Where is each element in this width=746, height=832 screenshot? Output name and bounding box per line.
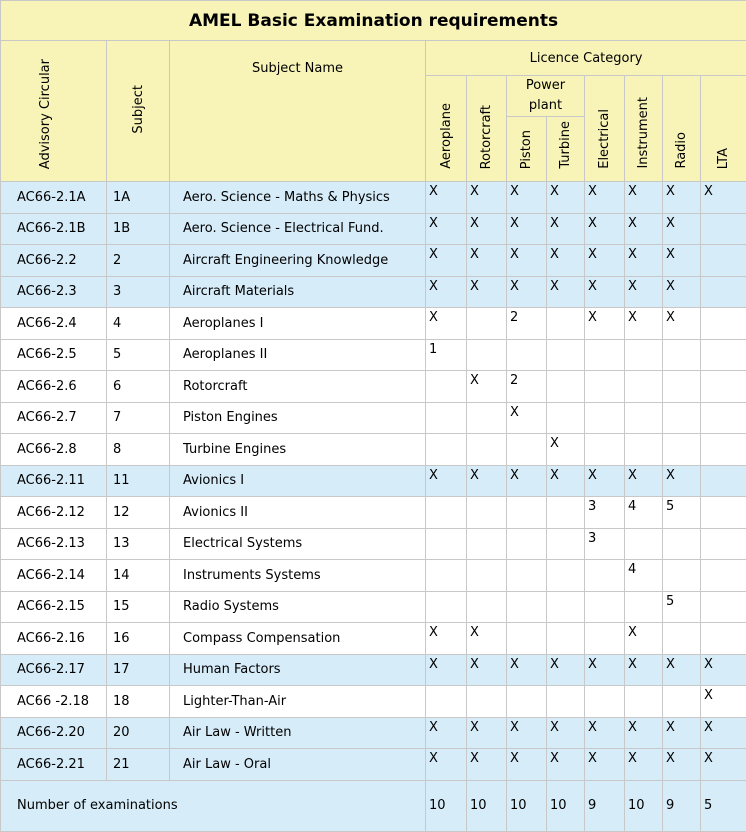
exam-count-cell: 10 — [467, 780, 507, 831]
category-cell — [547, 623, 585, 655]
subject-name-cell: Human Factors — [170, 654, 426, 686]
category-cell: 5 — [663, 497, 701, 529]
table-row — [1, 434, 746, 466]
table-row — [1, 717, 746, 749]
subject-cell: 21 — [107, 749, 170, 781]
category-cell — [701, 465, 746, 497]
category-cell: X — [625, 623, 663, 655]
subject-name-cell: Avionics I — [170, 465, 426, 497]
category-cell — [625, 591, 663, 623]
category-cell — [547, 591, 585, 623]
category-cell — [467, 308, 507, 340]
advisory-circular-cell: AC66-2.7 — [1, 402, 107, 434]
subject-name-cell: Lighter-Than-Air — [170, 686, 426, 718]
header-electrical: Electrical — [585, 76, 625, 182]
category-cell — [585, 434, 625, 466]
advisory-circular-cell: AC66-2.4 — [1, 308, 107, 340]
category-cell — [585, 591, 625, 623]
subject-cell: 11 — [107, 465, 170, 497]
subject-name-cell: Radio Systems — [170, 591, 426, 623]
category-cell: X — [625, 182, 663, 214]
category-cell — [701, 245, 746, 277]
table-row — [1, 276, 746, 308]
table-row — [1, 245, 746, 277]
category-cell: X — [426, 276, 467, 308]
category-cell: X — [426, 717, 467, 749]
category-cell — [663, 528, 701, 560]
subject-name-cell: Aircraft Materials — [170, 276, 426, 308]
table-row — [1, 371, 746, 403]
advisory-circular-cell: AC66-2.15 — [1, 591, 107, 623]
category-cell — [585, 371, 625, 403]
category-cell: X — [625, 749, 663, 781]
category-cell: X — [585, 717, 625, 749]
category-cell: X — [547, 213, 585, 245]
subject-cell: 16 — [107, 623, 170, 655]
advisory-circular-cell: AC66-2.2 — [1, 245, 107, 277]
category-cell: X — [585, 182, 625, 214]
category-cell — [507, 686, 547, 718]
advisory-circular-cell: AC66-2.1A — [1, 182, 107, 214]
category-cell — [507, 497, 547, 529]
category-cell: 5 — [663, 591, 701, 623]
header-piston: Piston — [507, 117, 547, 182]
subject-cell: 5 — [107, 339, 170, 371]
subject-cell: 1B — [107, 213, 170, 245]
table-row — [1, 654, 746, 686]
category-cell: X — [701, 717, 746, 749]
category-cell: X — [547, 465, 585, 497]
category-cell — [701, 276, 746, 308]
header-licence-category: Licence Category — [426, 41, 746, 76]
category-cell — [426, 528, 467, 560]
category-cell — [663, 560, 701, 592]
category-cell — [663, 402, 701, 434]
category-cell — [467, 686, 507, 718]
category-cell: 2 — [507, 308, 547, 340]
category-cell — [547, 402, 585, 434]
category-cell — [507, 528, 547, 560]
subject-name-cell: Aircraft Engineering Knowledge — [170, 245, 426, 277]
category-cell: X — [547, 245, 585, 277]
category-cell — [663, 434, 701, 466]
category-cell — [547, 308, 585, 340]
subject-name-cell: Instruments Systems — [170, 560, 426, 592]
advisory-circular-cell: AC66 -2.18 — [1, 686, 107, 718]
subject-name-cell: Air Law - Oral — [170, 749, 426, 781]
category-cell: X — [585, 308, 625, 340]
category-cell: X — [467, 654, 507, 686]
category-cell: X — [426, 749, 467, 781]
subject-cell: 6 — [107, 371, 170, 403]
category-cell: X — [426, 654, 467, 686]
category-cell — [625, 528, 663, 560]
category-cell: X — [467, 245, 507, 277]
subject-name-cell: Avionics II — [170, 497, 426, 529]
category-cell — [547, 686, 585, 718]
category-cell: X — [547, 654, 585, 686]
advisory-circular-cell: AC66-2.5 — [1, 339, 107, 371]
category-cell: X — [507, 749, 547, 781]
category-cell: X — [426, 245, 467, 277]
category-cell: X — [701, 182, 746, 214]
category-cell — [467, 339, 507, 371]
exam-count-cell: 9 — [585, 780, 625, 831]
category-cell: X — [507, 654, 547, 686]
subject-cell: 3 — [107, 276, 170, 308]
category-cell: X — [467, 276, 507, 308]
advisory-circular-cell: AC66-2.21 — [1, 749, 107, 781]
category-cell — [701, 339, 746, 371]
category-cell: X — [663, 182, 701, 214]
category-cell — [701, 560, 746, 592]
advisory-circular-cell: AC66-2.12 — [1, 497, 107, 529]
subject-name-cell: Air Law - Written — [170, 717, 426, 749]
category-cell: X — [663, 717, 701, 749]
category-cell — [625, 434, 663, 466]
subject-name-cell: Turbine Engines — [170, 434, 426, 466]
footer-label: Number of examinations — [1, 780, 426, 831]
category-cell — [701, 591, 746, 623]
category-cell — [547, 371, 585, 403]
subject-name-cell: Aeroplanes I — [170, 308, 426, 340]
subject-cell: 7 — [107, 402, 170, 434]
category-cell — [625, 402, 663, 434]
advisory-circular-cell: AC66-2.13 — [1, 528, 107, 560]
category-cell — [701, 434, 746, 466]
category-cell — [625, 339, 663, 371]
category-cell: 2 — [507, 371, 547, 403]
advisory-circular-cell: AC66-2.1B — [1, 213, 107, 245]
category-cell — [426, 402, 467, 434]
table-row — [1, 339, 746, 371]
category-cell — [663, 339, 701, 371]
category-cell — [547, 339, 585, 371]
header-aeroplane: Aeroplane — [426, 76, 467, 182]
exam-count-cell: 10 — [507, 780, 547, 831]
category-cell — [467, 528, 507, 560]
category-cell — [585, 686, 625, 718]
subject-cell: 2 — [107, 245, 170, 277]
category-cell: X — [663, 308, 701, 340]
category-cell: X — [547, 717, 585, 749]
table-row — [1, 182, 746, 214]
category-cell: X — [467, 182, 507, 214]
category-cell: X — [507, 717, 547, 749]
category-cell — [467, 402, 507, 434]
category-cell — [625, 371, 663, 403]
subject-cell: 4 — [107, 308, 170, 340]
category-cell: X — [507, 465, 547, 497]
exam-count-cell: 10 — [426, 780, 467, 831]
subject-cell: 17 — [107, 654, 170, 686]
table-row — [1, 591, 746, 623]
category-cell: 1 — [426, 339, 467, 371]
header-turbine: Turbine — [547, 117, 585, 182]
exam-count-cell: 5 — [701, 780, 746, 831]
category-cell: X — [507, 182, 547, 214]
advisory-circular-cell: AC66-2.16 — [1, 623, 107, 655]
category-cell: X — [663, 654, 701, 686]
header-advisory-circular: Advisory Circular — [1, 41, 107, 182]
subject-name-cell: Aero. Science - Maths & Physics — [170, 182, 426, 214]
category-cell: X — [467, 465, 507, 497]
category-cell — [585, 560, 625, 592]
category-cell: X — [701, 749, 746, 781]
header-radio: Radio — [663, 76, 701, 182]
category-cell — [585, 623, 625, 655]
category-cell: X — [585, 213, 625, 245]
category-cell — [507, 591, 547, 623]
header-rotorcraft: Rotorcraft — [467, 76, 507, 182]
category-cell: X — [547, 434, 585, 466]
category-cell: X — [507, 245, 547, 277]
table-row — [1, 528, 746, 560]
category-cell: X — [701, 654, 746, 686]
category-cell — [547, 528, 585, 560]
category-cell — [467, 497, 507, 529]
category-cell — [701, 371, 746, 403]
subject-name-cell: Aero. Science - Electrical Fund. — [170, 213, 426, 245]
category-cell: X — [663, 749, 701, 781]
category-cell: X — [625, 654, 663, 686]
subject-name-cell: Electrical Systems — [170, 528, 426, 560]
category-cell — [507, 623, 547, 655]
category-cell: X — [507, 213, 547, 245]
category-cell — [663, 623, 701, 655]
subject-cell: 15 — [107, 591, 170, 623]
category-cell: X — [585, 465, 625, 497]
category-cell: 3 — [585, 497, 625, 529]
category-cell — [585, 339, 625, 371]
table-row — [1, 402, 746, 434]
subject-name-cell: Compass Compensation — [170, 623, 426, 655]
advisory-circular-cell: AC66-2.8 — [1, 434, 107, 466]
table-row — [1, 308, 746, 340]
category-cell: X — [467, 717, 507, 749]
header-lta: LTA — [701, 76, 746, 182]
category-cell: X — [625, 717, 663, 749]
category-cell: X — [585, 654, 625, 686]
category-cell — [663, 686, 701, 718]
subject-cell: 8 — [107, 434, 170, 466]
category-cell — [426, 686, 467, 718]
category-cell — [701, 213, 746, 245]
category-cell — [507, 339, 547, 371]
category-cell — [426, 560, 467, 592]
advisory-circular-cell: AC66-2.17 — [1, 654, 107, 686]
category-cell: X — [547, 276, 585, 308]
category-cell — [467, 591, 507, 623]
table-row — [1, 497, 746, 529]
category-cell: X — [663, 276, 701, 308]
category-cell — [426, 497, 467, 529]
table-row — [1, 686, 746, 718]
category-cell: X — [467, 623, 507, 655]
category-cell — [585, 402, 625, 434]
subject-cell: 1A — [107, 182, 170, 214]
header-instrument: Instrument — [625, 76, 663, 182]
category-cell: X — [625, 276, 663, 308]
category-cell: X — [426, 308, 467, 340]
category-cell — [547, 560, 585, 592]
category-cell — [701, 402, 746, 434]
header-subject-name: Subject Name — [170, 41, 426, 182]
category-cell — [426, 371, 467, 403]
advisory-circular-cell: AC66-2.6 — [1, 371, 107, 403]
subject-name-cell: Piston Engines — [170, 402, 426, 434]
category-cell: X — [507, 276, 547, 308]
category-cell — [663, 371, 701, 403]
category-cell: X — [625, 245, 663, 277]
category-cell — [701, 623, 746, 655]
category-cell — [467, 560, 507, 592]
advisory-circular-cell: AC66-2.20 — [1, 717, 107, 749]
table-row — [1, 749, 746, 781]
category-cell — [426, 434, 467, 466]
category-cell: X — [547, 749, 585, 781]
table-row — [1, 465, 746, 497]
category-cell: X — [467, 371, 507, 403]
category-cell: X — [426, 465, 467, 497]
category-cell: X — [663, 213, 701, 245]
category-cell: X — [663, 245, 701, 277]
category-cell: 3 — [585, 528, 625, 560]
category-cell — [701, 497, 746, 529]
category-cell: 4 — [625, 497, 663, 529]
subject-name-cell: Rotorcraft — [170, 371, 426, 403]
category-cell — [426, 591, 467, 623]
category-cell — [547, 497, 585, 529]
category-cell: X — [426, 213, 467, 245]
subject-cell: 12 — [107, 497, 170, 529]
category-cell: X — [467, 749, 507, 781]
category-cell: 4 — [625, 560, 663, 592]
exam-count-cell: 10 — [547, 780, 585, 831]
table-body — [1, 182, 746, 781]
category-cell: X — [625, 308, 663, 340]
exam-count-cell: 10 — [625, 780, 663, 831]
advisory-circular-cell: AC66-2.14 — [1, 560, 107, 592]
subject-cell: 18 — [107, 686, 170, 718]
table-row — [1, 623, 746, 655]
category-cell: X — [547, 182, 585, 214]
subject-cell: 20 — [107, 717, 170, 749]
category-cell — [701, 528, 746, 560]
category-cell: X — [467, 213, 507, 245]
category-cell: X — [585, 749, 625, 781]
category-cell — [507, 560, 547, 592]
table-row — [1, 560, 746, 592]
footer-row — [1, 780, 746, 831]
category-cell: X — [426, 182, 467, 214]
category-cell: X — [585, 276, 625, 308]
category-cell: X — [701, 686, 746, 718]
table-row — [1, 213, 746, 245]
header-power-plant: Power plant — [507, 76, 585, 117]
category-cell — [507, 434, 547, 466]
exam-count-cell: 9 — [663, 780, 701, 831]
category-cell: X — [507, 402, 547, 434]
category-cell — [625, 686, 663, 718]
category-cell: X — [585, 245, 625, 277]
subject-cell: 14 — [107, 560, 170, 592]
advisory-circular-cell: AC66-2.11 — [1, 465, 107, 497]
category-cell: X — [625, 213, 663, 245]
category-cell: X — [426, 623, 467, 655]
subject-name-cell: Aeroplanes II — [170, 339, 426, 371]
category-cell: X — [663, 465, 701, 497]
header-subject: Subject — [107, 41, 170, 182]
subject-cell: 13 — [107, 528, 170, 560]
category-cell — [467, 434, 507, 466]
advisory-circular-cell: AC66-2.3 — [1, 276, 107, 308]
category-cell — [701, 308, 746, 340]
table-title: AMEL Basic Examination requirements — [1, 1, 746, 41]
category-cell: X — [625, 465, 663, 497]
